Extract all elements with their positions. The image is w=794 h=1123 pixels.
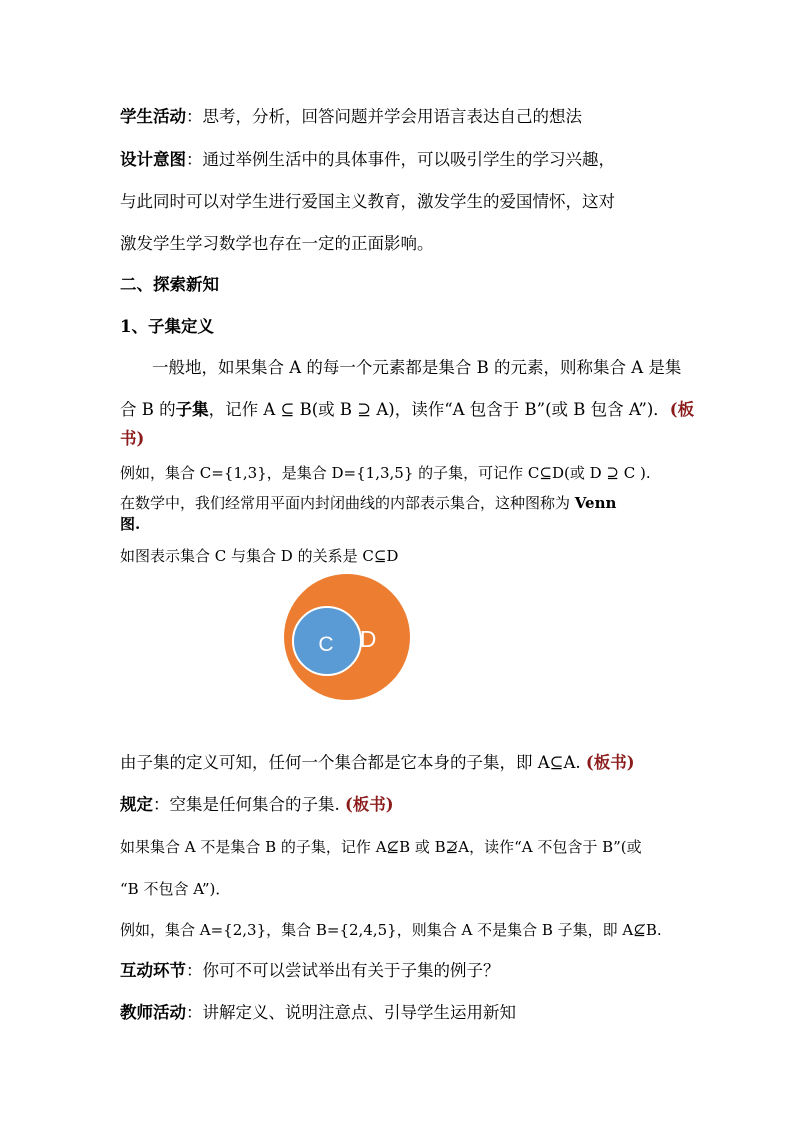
design-intent-line-3: 激发学生学习数学也存在一定的正面影响。: [120, 234, 434, 253]
definition-line-2: 合 B 的子集，记作 A ⊆ B(或 B ⊇ A)，读作“A 包含于 B”(或 B 包含 A”)．(板: [120, 400, 695, 419]
board-note-continued: 书): [120, 429, 145, 448]
not-subset-line-1: 如果集合 A 不是集合 B 的子集，记作 A⊈B 或 B⊉A，读作“A 不包含于 B”(或: [120, 838, 642, 856]
student-activity-paragraph: [120, 106, 582, 128]
subsection-heading: 1、子集定义: [120, 317, 214, 336]
section-heading: 二、探索新知: [120, 275, 219, 294]
design-intent-line-2: 与此同时可以对学生进行爱国主义教育，激发学生的爱国情怀，这对: [120, 192, 615, 211]
example-not-subset: 例如，集合 A={2,3}，集合 B={2,4,5}，则集合 A 不是集合 B 子集，即 A⊈B.: [120, 921, 662, 939]
definition-line-1: 一般地，如果集合 A 的每一个元素都是集合 B 的元素，则称集合 A 是集: [152, 358, 682, 377]
venn-label-d: D: [359, 626, 377, 652]
teacher-activity-label: 教师活动: [120, 1003, 186, 1022]
student-activity-text: ：思考，分析，回答问题并学会用语言表达自己的想法: [186, 107, 582, 126]
student-activity-label: 学生活动: [120, 107, 186, 126]
interaction-paragraph: 互动环节：你可不可以尝试举出有关于子集的例子？: [120, 961, 500, 980]
subset-term: 子集: [175, 400, 209, 419]
board-note: (板书): [345, 795, 394, 814]
rule-label: 规定: [120, 795, 153, 814]
interaction-label: 互动环节: [120, 961, 186, 980]
design-intent-line-1: 设计意图：通过举例生活中的具体事件，可以吸引学生的学习兴趣，: [120, 150, 615, 169]
rule-statement: 规定：空集是任何集合的子集. (板书): [120, 795, 394, 814]
venn-diagram: [280, 570, 415, 705]
figure-caption: 如图表示集合 C 与集合 D 的关系是 C⊆D: [120, 547, 399, 565]
venn-label-c: C: [318, 633, 334, 656]
venn-description-continued: 图.: [120, 515, 141, 533]
teacher-activity-paragraph: 教师活动：讲解定义、说明注意点、引导学生运用新知: [120, 1003, 516, 1022]
board-note: (板: [669, 400, 695, 419]
example-subset: 例如，集合 C={1,3}，是集合 D={1,3,5} 的子集，可记作 C⊆D(或 D ⊇ C ).: [120, 464, 651, 482]
self-subset-statement: 由子集的定义可知，任何一个集合都是它本身的子集，即 A⊆A. (板书): [120, 753, 635, 772]
venn-description: 在数学中，我们经常用平面内封闭曲线的内部表示集合，这种图称为 Venn: [120, 494, 617, 512]
board-note: (板书): [585, 753, 635, 772]
not-subset-line-2: “B 不包含 A”)．: [120, 880, 231, 898]
design-intent-label: 设计意图: [120, 150, 186, 169]
